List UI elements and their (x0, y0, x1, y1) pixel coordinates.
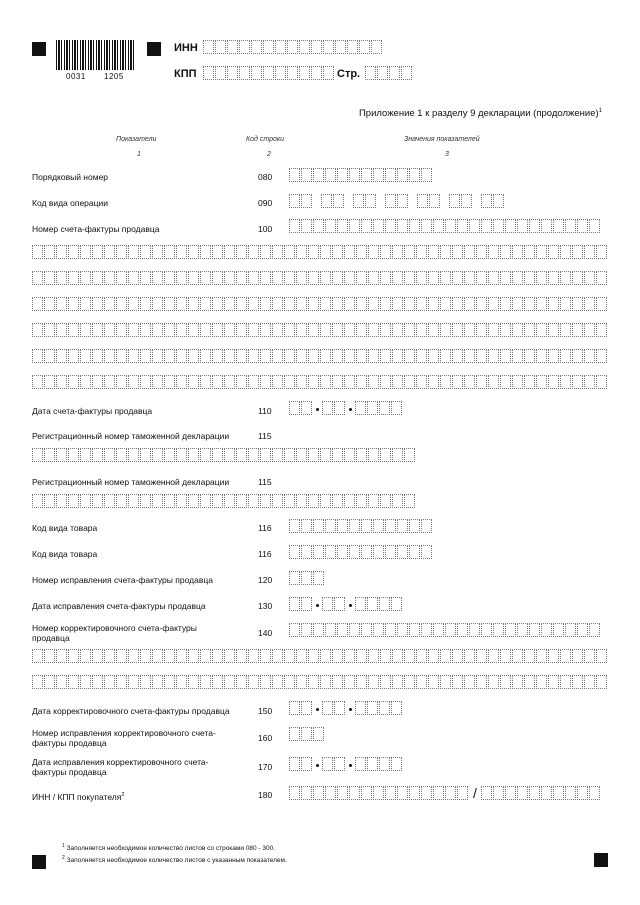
slash-separator: / (473, 785, 477, 801)
row-label-116-b: Код вида товара (32, 549, 98, 559)
field-120[interactable] (289, 571, 325, 585)
row-label-110: Дата счета-фактуры продавца (32, 406, 153, 416)
column-header-indicators: Показатели (116, 136, 157, 143)
page-label: Стр. (337, 68, 361, 80)
column-number-2: 2 (267, 151, 271, 158)
barcode-number-left: 0031 (66, 72, 86, 81)
inn-label: ИНН (174, 42, 198, 54)
row-code-180: 180 (258, 790, 273, 800)
field-100-line-7[interactable] (32, 375, 608, 389)
barcode (56, 40, 134, 70)
row-label-180: ИНН / КПП покупателя$^2$ (32, 791, 125, 802)
row-label-170: Дата исправления корректировочного счета-фактуры продавца (32, 757, 209, 777)
row-code-160: 160 (258, 733, 273, 743)
row-code-115-a: 115 (258, 431, 272, 441)
row-code-170: 170 (258, 762, 273, 772)
footnote-2: $^2$ Заполняется необходимое количество листов с указанным показателем. (62, 855, 287, 865)
field-140-line-2[interactable] (32, 649, 608, 663)
row-label-140: Номер корректировочного счета-фактуры продавца (32, 623, 197, 643)
corner-marker-top-right (147, 42, 161, 56)
row-label-080: Порядковый номер (32, 172, 109, 182)
row-label-120: Номер исправления счета-фактуры продавца (32, 575, 213, 585)
column-number-1: 1 (137, 151, 141, 158)
row-code-120: 120 (258, 575, 273, 585)
field-140-line-3[interactable] (32, 675, 608, 689)
corner-marker-bottom-right (594, 853, 608, 867)
field-110-date[interactable] (289, 401, 403, 415)
field-100-line-5[interactable] (32, 323, 608, 337)
field-100-line-1[interactable] (289, 219, 601, 233)
footnote-1: $^1$ Заполняется необходимое количество листов со строками 080 - 300. (62, 843, 276, 853)
row-code-110: 110 (258, 406, 272, 416)
row-label-130: Дата исправления счета-фактуры продавца (32, 601, 206, 611)
row-label-115-b: Регистрационный номер таможенной декларации (32, 477, 230, 487)
row-code-115-b: 115 (258, 477, 272, 487)
page-title: Приложение 1 к разделу 9 декларации (продолжение)$^1$ (358, 108, 602, 120)
field-090[interactable] (289, 194, 505, 208)
field-100-line-4[interactable] (32, 297, 608, 311)
row-label-150: Дата корректировочного счета-фактуры продавца (32, 706, 230, 716)
barcode-number-right: 1205 (104, 72, 124, 81)
row-code-130: 130 (258, 601, 273, 611)
row-code-116-b: 116 (258, 549, 272, 559)
row-code-116-a: 116 (258, 523, 272, 533)
row-code-100: 100 (258, 224, 273, 234)
row-label-090: Код вида операции (32, 198, 109, 208)
field-140-line-1[interactable] (289, 623, 601, 637)
field-160[interactable] (289, 727, 325, 741)
field-100-line-6[interactable] (32, 349, 608, 363)
column-header-row-code: Код строки (246, 136, 285, 143)
field-150-date[interactable] (289, 701, 403, 715)
field-180-inn-kpp[interactable] (289, 786, 601, 800)
field-170-date[interactable] (289, 757, 403, 771)
row-code-090: 090 (258, 198, 273, 208)
corner-marker-top-left (32, 42, 46, 56)
kpp-field[interactable] (203, 66, 335, 80)
field-100-line-2[interactable] (32, 245, 608, 259)
kpp-label: КПП (174, 68, 197, 80)
row-code-080: 080 (258, 172, 273, 182)
field-115-b[interactable] (32, 494, 416, 508)
row-label-115-a: Регистрационный номер таможенной декларации (32, 431, 230, 441)
field-116-b[interactable] (289, 545, 433, 559)
row-code-150: 150 (258, 706, 273, 716)
row-code-140: 140 (258, 628, 273, 638)
inn-field[interactable] (203, 40, 383, 54)
row-label-116-a: Код вида товара (32, 523, 98, 533)
row-label-160: Номер исправления корректировочного счета-фактуры продавца (32, 728, 216, 748)
column-header-values: Значения показателей (404, 136, 480, 143)
field-116-a[interactable] (289, 519, 433, 533)
field-115-a[interactable] (32, 448, 416, 462)
field-080[interactable] (289, 168, 433, 182)
field-100-line-3[interactable] (32, 271, 608, 285)
row-label-100: Номер счета-фактуры продавца (32, 224, 160, 234)
page-field[interactable] (365, 66, 413, 80)
field-130-date[interactable] (289, 597, 403, 611)
corner-marker-bottom-left (32, 855, 46, 869)
column-number-3: 3 (445, 151, 449, 158)
